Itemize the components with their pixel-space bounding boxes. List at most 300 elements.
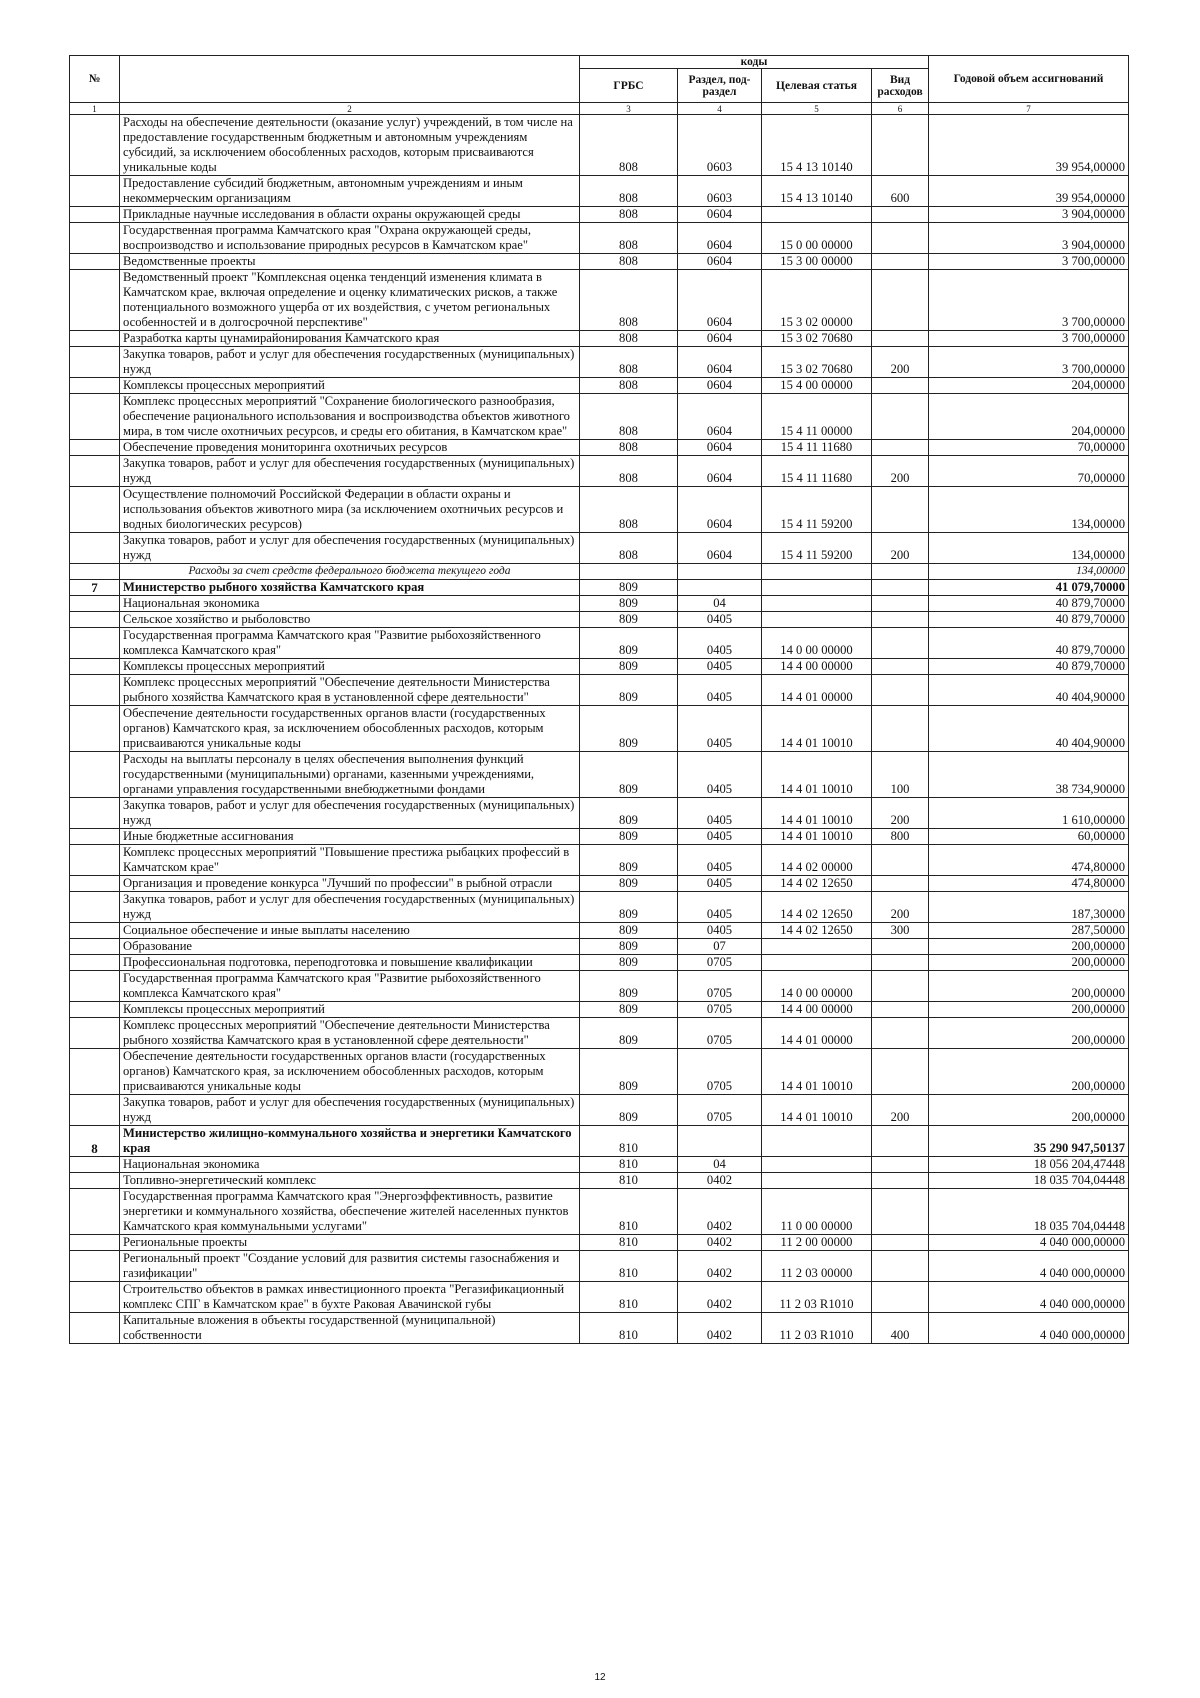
- row-target: [762, 939, 872, 955]
- table-row: [70, 752, 1129, 798]
- row-grbs: 808: [580, 347, 678, 378]
- row-target: 15 0 00 00000: [762, 223, 872, 254]
- row-grbs: 809: [580, 752, 678, 798]
- row-target: 14 4 01 00000: [762, 1018, 872, 1049]
- row-amount: 4 040 000,00000: [929, 1282, 1129, 1313]
- row-number: [70, 845, 120, 876]
- row-name: Образование: [120, 939, 580, 955]
- row-kind: [872, 706, 929, 752]
- row-section: 0405: [678, 798, 762, 829]
- row-number: [70, 596, 120, 612]
- row-target: [762, 596, 872, 612]
- row-kind: [872, 1251, 929, 1282]
- row-kind: [872, 115, 929, 176]
- row-grbs: 809: [580, 923, 678, 939]
- table-row: [70, 923, 1129, 939]
- row-name: Комплексы процессных мероприятий: [120, 659, 580, 675]
- row-target: 14 4 01 10010: [762, 798, 872, 829]
- row-grbs: 808: [580, 331, 678, 347]
- row-kind: [872, 1189, 929, 1235]
- row-number: [70, 892, 120, 923]
- row-section: 0604: [678, 270, 762, 331]
- row-section: [678, 564, 762, 580]
- row-number: [70, 1235, 120, 1251]
- row-kind: [872, 1235, 929, 1251]
- row-amount: 1 610,00000: [929, 798, 1129, 829]
- row-name: Государственная программа Камчатского края "Энергоэффективность, развитие энергетики и коммунального хозяйства, обеспечение жителей населенных пунктов Камчатского края коммунальными услугами": [120, 1189, 580, 1235]
- row-number: [70, 254, 120, 270]
- row-name: Расходы на выплаты персоналу в целях обеспечения выполнения функций государственными (муниципальными) органами, казенными учреждениями, органами управления государственными внебюджетными фондами: [120, 752, 580, 798]
- row-amount: 39 954,00000: [929, 115, 1129, 176]
- row-target: 15 3 02 70680: [762, 347, 872, 378]
- row-grbs: 808: [580, 115, 678, 176]
- row-grbs: 809: [580, 675, 678, 706]
- row-section: [678, 1126, 762, 1157]
- row-number: [70, 331, 120, 347]
- row-target: 11 0 00 00000: [762, 1189, 872, 1235]
- row-grbs: 809: [580, 971, 678, 1002]
- row-number: [70, 1018, 120, 1049]
- row-name: Прикладные научные исследования в области охраны окружающей среды: [120, 207, 580, 223]
- row-name: Закупка товаров, работ и услуг для обеспечения государственных (муниципальных) нужд: [120, 533, 580, 564]
- row-kind: [872, 440, 929, 456]
- row-grbs: 810: [580, 1157, 678, 1173]
- colnum: 2: [120, 103, 580, 115]
- row-number: [70, 223, 120, 254]
- row-kind: 200: [872, 533, 929, 564]
- row-grbs: 808: [580, 207, 678, 223]
- row-target: 15 3 02 70680: [762, 331, 872, 347]
- row-number: [70, 1189, 120, 1235]
- row-amount: 200,00000: [929, 955, 1129, 971]
- row-section: 0705: [678, 1002, 762, 1018]
- row-target: 14 4 02 12650: [762, 923, 872, 939]
- row-target: 15 3 02 00000: [762, 270, 872, 331]
- row-target: [762, 580, 872, 596]
- row-grbs: 809: [580, 1018, 678, 1049]
- header-num: №: [70, 56, 120, 103]
- row-section: 0603: [678, 115, 762, 176]
- row-kind: 200: [872, 347, 929, 378]
- row-number: [70, 440, 120, 456]
- row-grbs: 810: [580, 1282, 678, 1313]
- row-name: Расходы за счет средств федерального бюджета текущего года: [120, 564, 580, 580]
- table-row: [70, 1157, 1129, 1173]
- row-kind: [872, 1157, 929, 1173]
- colnum: 1: [70, 103, 120, 115]
- row-kind: [872, 1126, 929, 1157]
- row-amount: 70,00000: [929, 456, 1129, 487]
- row-section: 0705: [678, 971, 762, 1002]
- row-target: 15 4 11 11680: [762, 440, 872, 456]
- row-section: 0405: [678, 612, 762, 628]
- row-name: Социальное обеспечение и иные выплаты населению: [120, 923, 580, 939]
- row-name: Закупка товаров, работ и услуг для обеспечения государственных (муниципальных) нужд: [120, 1095, 580, 1126]
- row-grbs: 809: [580, 798, 678, 829]
- row-name: Топливно-энергетический комплекс: [120, 1173, 580, 1189]
- row-grbs: 809: [580, 1049, 678, 1095]
- table-row: [70, 892, 1129, 923]
- table-row: [70, 1126, 1129, 1157]
- row-amount: 40 404,90000: [929, 675, 1129, 706]
- row-kind: [872, 270, 929, 331]
- row-amount: 40 879,70000: [929, 628, 1129, 659]
- row-section: [678, 580, 762, 596]
- row-target: [762, 207, 872, 223]
- row-section: 04: [678, 596, 762, 612]
- row-grbs: 808: [580, 533, 678, 564]
- row-amount: 474,80000: [929, 876, 1129, 892]
- table-row: [70, 659, 1129, 675]
- row-grbs: 808: [580, 270, 678, 331]
- row-number: [70, 1282, 120, 1313]
- colnum: 3: [580, 103, 678, 115]
- table-row: [70, 223, 1129, 254]
- row-target: 15 4 11 59200: [762, 487, 872, 533]
- table-row: [70, 580, 1129, 596]
- row-amount: 40 404,90000: [929, 706, 1129, 752]
- row-name: Сельское хозяйство и рыболовство: [120, 612, 580, 628]
- row-section: 0705: [678, 1018, 762, 1049]
- row-target: 11 2 03 00000: [762, 1251, 872, 1282]
- row-name: Комплексы процессных мероприятий: [120, 378, 580, 394]
- row-grbs: 809: [580, 939, 678, 955]
- table-row: [70, 487, 1129, 533]
- row-name: Закупка товаров, работ и услуг для обеспечения государственных (муниципальных) нужд: [120, 798, 580, 829]
- row-number: [70, 487, 120, 533]
- row-number: [70, 456, 120, 487]
- table-row: [70, 394, 1129, 440]
- header-amount: Годовой объем ассигнований: [929, 56, 1129, 103]
- table-row: [70, 706, 1129, 752]
- row-target: 14 4 02 12650: [762, 876, 872, 892]
- row-grbs: 810: [580, 1251, 678, 1282]
- row-kind: [872, 596, 929, 612]
- row-target: [762, 612, 872, 628]
- row-name: Капитальные вложения в объекты государственной (муниципальной) собственности: [120, 1313, 580, 1344]
- row-section: 07: [678, 939, 762, 955]
- row-amount: 60,00000: [929, 829, 1129, 845]
- table-row: [70, 176, 1129, 207]
- row-amount: 3 700,00000: [929, 331, 1129, 347]
- row-number: [70, 1251, 120, 1282]
- row-grbs: 808: [580, 378, 678, 394]
- row-section: 0405: [678, 829, 762, 845]
- row-kind: [872, 1173, 929, 1189]
- row-section: 0405: [678, 923, 762, 939]
- row-grbs: 809: [580, 845, 678, 876]
- row-amount: 40 879,70000: [929, 612, 1129, 628]
- row-grbs: 808: [580, 254, 678, 270]
- row-grbs: 809: [580, 659, 678, 675]
- row-section: 0604: [678, 487, 762, 533]
- row-grbs: 808: [580, 176, 678, 207]
- row-name: Закупка товаров, работ и услуг для обеспечения государственных (муниципальных) нужд: [120, 456, 580, 487]
- row-name: Профессиональная подготовка, переподготовка и повышение квалификации: [120, 955, 580, 971]
- row-name: Министерство рыбного хозяйства Камчатского края: [120, 580, 580, 596]
- table-row: [70, 1173, 1129, 1189]
- row-section: 0604: [678, 223, 762, 254]
- row-amount: 204,00000: [929, 378, 1129, 394]
- row-amount: 4 040 000,00000: [929, 1251, 1129, 1282]
- row-grbs: 809: [580, 892, 678, 923]
- row-amount: 200,00000: [929, 1095, 1129, 1126]
- row-section: 0402: [678, 1235, 762, 1251]
- row-name: Обеспечение проведения мониторинга охотничьих ресурсов: [120, 440, 580, 456]
- row-name: Предоставление субсидий бюджетным, автономным учреждениям и иным некоммерческим организациям: [120, 176, 580, 207]
- row-kind: [872, 487, 929, 533]
- row-number: [70, 347, 120, 378]
- row-name: Региональные проекты: [120, 1235, 580, 1251]
- row-section: 0405: [678, 752, 762, 798]
- row-amount: 134,00000: [929, 533, 1129, 564]
- row-number: [70, 1173, 120, 1189]
- table-row: [70, 115, 1129, 176]
- row-number: [70, 1157, 120, 1173]
- row-section: 0405: [678, 628, 762, 659]
- table-row: [70, 1189, 1129, 1235]
- colnum: 4: [678, 103, 762, 115]
- table-row: [70, 533, 1129, 564]
- row-name: Разработка карты цунамирайонирования Камчатского края: [120, 331, 580, 347]
- row-name: Осуществление полномочий Российской Федерации в области охраны и использования объектов животного мира (за исключением охотничьих ресурсов и водных биологических ресурсов): [120, 487, 580, 533]
- row-name: Государственная программа Камчатского края "Развитие рыбохозяйственного комплекса Камчатского края": [120, 971, 580, 1002]
- row-number: [70, 115, 120, 176]
- row-kind: [872, 378, 929, 394]
- row-grbs: 810: [580, 1235, 678, 1251]
- row-kind: [872, 1018, 929, 1049]
- row-kind: 100: [872, 752, 929, 798]
- row-grbs: 810: [580, 1189, 678, 1235]
- row-target: 14 4 01 10010: [762, 706, 872, 752]
- row-amount: 18 035 704,04448: [929, 1173, 1129, 1189]
- row-number: 7: [70, 580, 120, 596]
- table-row: [70, 596, 1129, 612]
- row-grbs: 808: [580, 223, 678, 254]
- row-grbs: 809: [580, 955, 678, 971]
- row-kind: [872, 254, 929, 270]
- table-row: [70, 1235, 1129, 1251]
- table-row: [70, 564, 1129, 580]
- row-target: 15 3 00 00000: [762, 254, 872, 270]
- row-target: 15 4 11 00000: [762, 394, 872, 440]
- row-amount: 200,00000: [929, 1049, 1129, 1095]
- row-grbs: 808: [580, 456, 678, 487]
- row-kind: [872, 971, 929, 1002]
- row-section: 04: [678, 1157, 762, 1173]
- row-number: [70, 564, 120, 580]
- row-amount: 38 734,90000: [929, 752, 1129, 798]
- row-amount: 134,00000: [929, 564, 1129, 580]
- row-target: 14 0 00 00000: [762, 971, 872, 1002]
- row-number: [70, 923, 120, 939]
- row-section: 0604: [678, 440, 762, 456]
- row-grbs: 808: [580, 440, 678, 456]
- row-number: [70, 270, 120, 331]
- row-name: Обеспечение деятельности государственных органов власти (государственных органов) Камчатского края, за исключением обособленных расходов, которым присваиваются уникальные коды: [120, 706, 580, 752]
- row-name: Национальная экономика: [120, 1157, 580, 1173]
- row-name: Комплекс процессных мероприятий "Обеспечение деятельности Министерства рыбного хозяйства Камчатского края в установленной сфере деятельности": [120, 675, 580, 706]
- row-amount: 18 056 204,47448: [929, 1157, 1129, 1173]
- row-amount: 200,00000: [929, 939, 1129, 955]
- row-number: [70, 612, 120, 628]
- row-target: 15 4 11 11680: [762, 456, 872, 487]
- row-name: Комплекс процессных мероприятий "Обеспечение деятельности Министерства рыбного хозяйства Камчатского края в установленной сфере деятельности": [120, 1018, 580, 1049]
- row-target: [762, 564, 872, 580]
- row-target: 14 4 01 10010: [762, 1049, 872, 1095]
- row-number: [70, 1049, 120, 1095]
- row-section: 0604: [678, 378, 762, 394]
- row-kind: [872, 675, 929, 706]
- row-grbs: [580, 564, 678, 580]
- row-kind: [872, 564, 929, 580]
- table-row: [70, 971, 1129, 1002]
- row-number: [70, 829, 120, 845]
- table-row: [70, 628, 1129, 659]
- row-amount: 200,00000: [929, 971, 1129, 1002]
- row-number: [70, 1002, 120, 1018]
- table-row: [70, 1002, 1129, 1018]
- row-kind: 200: [872, 892, 929, 923]
- row-number: [70, 176, 120, 207]
- table-row: [70, 440, 1129, 456]
- row-kind: 600: [872, 176, 929, 207]
- header-kind: Вид расходов: [872, 69, 929, 103]
- row-number: [70, 706, 120, 752]
- row-target: 11 2 00 00000: [762, 1235, 872, 1251]
- row-grbs: 809: [580, 628, 678, 659]
- table-row: [70, 1251, 1129, 1282]
- row-section: 0604: [678, 254, 762, 270]
- row-grbs: 809: [580, 1002, 678, 1018]
- header-name: [120, 56, 580, 103]
- row-grbs: 809: [580, 596, 678, 612]
- table-row: [70, 270, 1129, 331]
- row-name: Государственная программа Камчатского края "Охрана окружающей среды, воспроизводство и использование природных ресурсов в Камчатском крае": [120, 223, 580, 254]
- row-grbs: 810: [580, 1173, 678, 1189]
- row-amount: 40 879,70000: [929, 596, 1129, 612]
- row-target: [762, 1157, 872, 1173]
- row-kind: [872, 223, 929, 254]
- row-target: 14 4 00 00000: [762, 659, 872, 675]
- row-amount: 200,00000: [929, 1018, 1129, 1049]
- row-target: 15 4 13 10140: [762, 115, 872, 176]
- row-target: [762, 955, 872, 971]
- row-section: 0603: [678, 176, 762, 207]
- row-number: [70, 1313, 120, 1344]
- row-kind: [872, 394, 929, 440]
- row-kind: [872, 612, 929, 628]
- row-target: 14 4 01 10010: [762, 1095, 872, 1126]
- row-kind: [872, 580, 929, 596]
- colnum: 7: [929, 103, 1129, 115]
- row-name: Комплекс процессных мероприятий "Повышение престижа рыбацких профессий в Камчатском крае": [120, 845, 580, 876]
- row-name: Государственная программа Камчатского края "Развитие рыбохозяйственного комплекса Камчатского края": [120, 628, 580, 659]
- page-number: 12: [594, 1672, 606, 1683]
- row-amount: 187,30000: [929, 892, 1129, 923]
- table-body: [70, 115, 1129, 1344]
- row-name: Ведомственные проекты: [120, 254, 580, 270]
- row-name: Комплекс процессных мероприятий "Сохранение биологического разнообразия, обеспечение рационального использования и воспроизводства объектов животного мира, в том числе охотничьих ресурсов, и среды его обитания, в Камчатском крае": [120, 394, 580, 440]
- row-section: 0405: [678, 876, 762, 892]
- row-amount: 4 040 000,00000: [929, 1313, 1129, 1344]
- row-amount: 200,00000: [929, 1002, 1129, 1018]
- row-section: 0705: [678, 1049, 762, 1095]
- table-row: [70, 798, 1129, 829]
- row-number: [70, 207, 120, 223]
- table-row: [70, 876, 1129, 892]
- row-name: Расходы на обеспечение деятельности (оказание услуг) учреждений, в том числе на предоставление государственным бюджетным и автономным учреждениям субсидий, за исключением обособленных расходов, которым присваиваются уникальные коды: [120, 115, 580, 176]
- row-target: 15 4 11 59200: [762, 533, 872, 564]
- row-section: 0405: [678, 845, 762, 876]
- row-amount: 3 700,00000: [929, 254, 1129, 270]
- table-row: [70, 612, 1129, 628]
- row-section: 0402: [678, 1189, 762, 1235]
- row-section: 0402: [678, 1173, 762, 1189]
- row-number: [70, 1095, 120, 1126]
- table-row: [70, 378, 1129, 394]
- row-target: 14 4 02 12650: [762, 892, 872, 923]
- table-row: [70, 456, 1129, 487]
- row-grbs: 809: [580, 706, 678, 752]
- row-amount: 134,00000: [929, 487, 1129, 533]
- table-row: [70, 829, 1129, 845]
- row-name: Закупка товаров, работ и услуг для обеспечения государственных (муниципальных) нужд: [120, 892, 580, 923]
- row-kind: [872, 939, 929, 955]
- table-row: [70, 1313, 1129, 1344]
- row-grbs: 809: [580, 612, 678, 628]
- row-section: 0405: [678, 659, 762, 675]
- row-kind: 800: [872, 829, 929, 845]
- row-number: [70, 955, 120, 971]
- row-kind: 200: [872, 456, 929, 487]
- row-kind: 400: [872, 1313, 929, 1344]
- row-number: [70, 628, 120, 659]
- row-target: 14 0 00 00000: [762, 628, 872, 659]
- row-kind: 300: [872, 923, 929, 939]
- row-number: [70, 394, 120, 440]
- row-name: Строительство объектов в рамках инвестиционного проекта "Регазификационный комплекс СПГ в Камчатском крае" в бухте Раковая Авачинской губы: [120, 1282, 580, 1313]
- table-row: [70, 1049, 1129, 1095]
- row-name: Обеспечение деятельности государственных органов власти (государственных органов) Камчатского края, за исключением обособленных расходов, которым присваиваются уникальные коды: [120, 1049, 580, 1095]
- row-section: 0604: [678, 331, 762, 347]
- row-amount: 204,00000: [929, 394, 1129, 440]
- row-kind: [872, 659, 929, 675]
- row-amount: 3 904,00000: [929, 223, 1129, 254]
- row-name: Ведомственный проект "Комплексная оценка тенденций изменения климата в Камчатском крае, включая определение и оценку климатических рисков, а также потенциального возможного ущерба от их воздействия, с учетом региональных особенностей и в долгосрочной перспективе": [120, 270, 580, 331]
- row-section: 0705: [678, 1095, 762, 1126]
- row-number: [70, 876, 120, 892]
- row-number: [70, 378, 120, 394]
- colnum: 6: [872, 103, 929, 115]
- row-amount: 287,50000: [929, 923, 1129, 939]
- row-target: 14 4 01 10010: [762, 829, 872, 845]
- table-row: [70, 331, 1129, 347]
- row-section: 0604: [678, 533, 762, 564]
- table-row: [70, 207, 1129, 223]
- row-amount: 40 879,70000: [929, 659, 1129, 675]
- row-target: [762, 1173, 872, 1189]
- colnum: 5: [762, 103, 872, 115]
- row-section: 0405: [678, 675, 762, 706]
- row-section: 0604: [678, 207, 762, 223]
- row-section: 0705: [678, 955, 762, 971]
- row-amount: 474,80000: [929, 845, 1129, 876]
- row-grbs: 809: [580, 580, 678, 596]
- row-number: [70, 533, 120, 564]
- row-kind: 200: [872, 798, 929, 829]
- row-grbs: 809: [580, 1095, 678, 1126]
